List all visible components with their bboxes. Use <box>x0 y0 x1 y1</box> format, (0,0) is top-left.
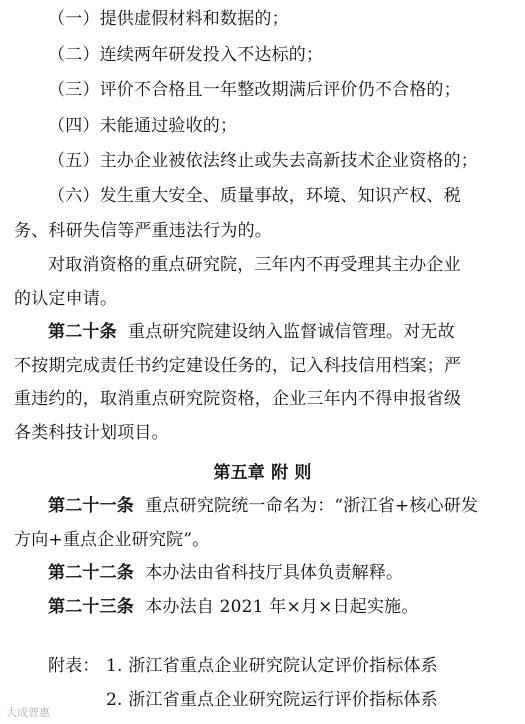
article-20-line3: 重违约的，取消重点研究院资格，企业三年内不得申报省级 <box>14 389 462 409</box>
article-20-title: 第二十条 <box>48 322 117 342</box>
article-21-text: 重点研究院统一命名为：“浙江省+核心研发 <box>145 496 479 516</box>
article-21-line1 <box>48 496 525 516</box>
article-21-line2: 方向+重点企业研究院”。 <box>14 530 210 550</box>
list-item-5: （五）主办企业被依法终止或失去高新技术企业资格的； <box>48 151 478 171</box>
list-item-6-line1: （六）发生重大安全、质量事故，环境、知识产权、税 <box>48 186 461 206</box>
article-22-text: 本办法由省科技厅具体负责解释。 <box>145 563 404 583</box>
attachment-label: 附表： <box>48 656 100 676</box>
list-item-3: （三）评价不合格且一年整改期满后评价仍不合格的； <box>48 80 461 100</box>
watermark: 大成普惠 <box>6 706 50 719</box>
list-item-2: （二）连续两年研发投入不达标的； <box>48 45 324 65</box>
article-20-line1 <box>48 322 525 342</box>
article-20-line2: 不按期完成责任书约定建设任务的，记入科技信用档案；严 <box>14 356 462 376</box>
list-item-4: （四）未能通过验收的； <box>48 116 238 136</box>
article-20-text: 重点研究院建设纳入监督诚信管理。对无故 <box>128 322 455 342</box>
attachment-item-1: 1. 浙江省重点企业研究院认定评价指标体系 <box>106 656 438 676</box>
article-21-title: 第二十一条 <box>48 496 134 516</box>
cancel-paragraph-line1: 对取消资格的重点研究院，三年内不再受理其主办企业 <box>48 255 461 275</box>
article-20-line4: 各类科技计划项目。 <box>14 423 169 443</box>
article-22-title: 第二十二条 <box>48 563 134 583</box>
attachment-item-2: 2. 浙江省重点企业研究院运行评价指标体系 <box>106 690 438 710</box>
list-item-6-line2: 务、科研失信等严重违法行为的。 <box>14 221 272 241</box>
article-23-text: 本办法自 2021 年×月×日起实施。 <box>145 597 419 617</box>
article-23 <box>48 597 525 617</box>
cancel-paragraph-line2: 的认定申请。 <box>14 289 118 309</box>
list-item-1: （一）提供虚假材料和数据的； <box>48 9 289 29</box>
article-23-title: 第二十三条 <box>48 597 134 617</box>
article-22 <box>48 563 525 583</box>
chapter-5-heading: 第五章 附 则 <box>213 463 312 483</box>
